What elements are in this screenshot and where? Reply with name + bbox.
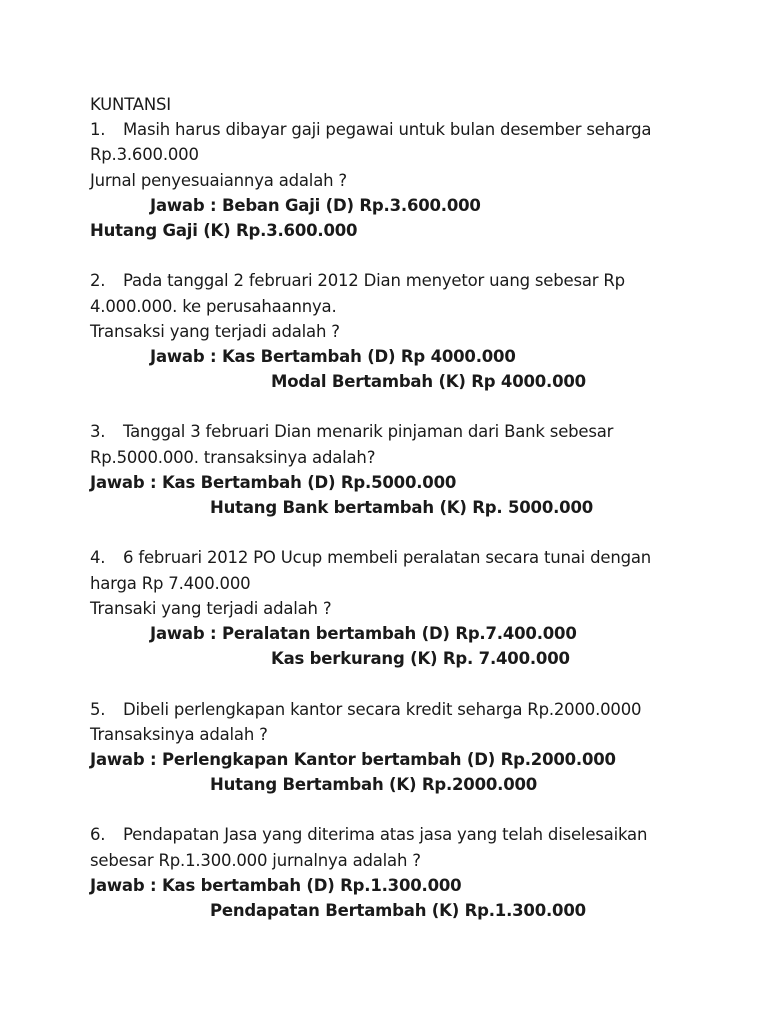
question-5-number: 5. [90,699,106,719]
answer-2-debit: Jawab : Kas Bertambah (D) Rp 4000.000 [150,346,516,366]
answer-4-debit: Jawab : Peralatan bertambah (D) Rp.7.400.000 [150,623,577,643]
answer-2-credit: Modal Bertambah (K) Rp 4000.000 [271,372,586,392]
question-3-number: 3. [90,422,106,442]
spacer [90,520,750,545]
document-title: KUNTANSI [90,95,171,114]
question-6-number: 6. [90,825,106,845]
question-6-line-1 [90,822,750,847]
answer-4-credit: Kas berkurang (K) Rp. 7.400.000 [271,649,570,669]
question-2-line-2: 4.000.000. ke perusahaannya. [90,296,337,316]
question-2-text: Pada tanggal 2 februari 2012 Dian menyetor uang sebesar Rp [123,271,625,291]
answer-6-credit: Pendapatan Bertambah (K) Rp.1.300.000 [210,901,586,920]
question-1-line-3: Jurnal penyesuaiannya adalah ? [90,170,347,190]
question-4-line-2: harga Rp 7.400.000 [90,573,251,593]
question-2-line-3: Transaksi yang terjadi adalah ? [90,321,340,341]
question-6-text: Pendapatan Jasa yang diterima atas jasa yang telah diselesaikan [123,825,648,845]
spacer [90,394,750,419]
spacer [90,243,750,268]
answer-5-debit: Jawab : Perlengkapan Kantor bertambah (D) Rp.2000.000 [90,749,616,769]
question-1-text: Masih harus dibayar gaji pegawai untuk bulan desember seharga [123,120,652,140]
question-2-line-1 [90,268,750,293]
question-3-line-2: Rp.5000.000. transaksinya adalah? [90,447,376,467]
question-6-line-2: sebesar Rp.1.300.000 jurnalnya adalah ? [90,850,421,870]
question-2-number: 2. [90,271,106,291]
question-4-number: 4. [90,548,106,568]
answer-1-debit: Jawab : Beban Gaji (D) Rp.3.600.000 [150,195,481,215]
question-5-text: Dibeli perlengkapan kantor secara kredit seharga Rp.2000.0000 [123,699,642,719]
question-1-line-2: Rp.3.600.000 [90,145,199,165]
question-3-text: Tanggal 3 februari Dian menarik pinjaman dari Bank sebesar [123,422,614,442]
question-4-line-1 [90,545,750,570]
spacer [90,797,750,822]
question-5-line-1 [90,697,750,722]
question-1-line-1 [90,117,750,142]
answer-3-credit: Hutang Bank bertambah (K) Rp. 5000.000 [210,498,594,517]
question-3-line-1 [90,419,750,444]
document-body [90,92,750,923]
question-5-line-2: Transaksinya adalah ? [90,724,268,744]
answer-5-credit: Hutang Bertambah (K) Rp.2000.000 [210,775,538,795]
question-1-number: 1. [90,120,106,140]
answer-6-debit: Jawab : Kas bertambah (D) Rp.1.300.000 [90,875,462,895]
answer-3-debit: Jawab : Kas Bertambah (D) Rp.5000.000 [90,472,457,492]
question-4-line-3: Transaki yang terjadi adalah ? [90,598,332,618]
question-4-text: 6 februari 2012 PO Ucup membeli peralatan secara tunai dengan [123,548,652,568]
spacer [90,671,750,696]
answer-1-credit: Hutang Gaji (K) Rp.3.600.000 [90,220,358,240]
